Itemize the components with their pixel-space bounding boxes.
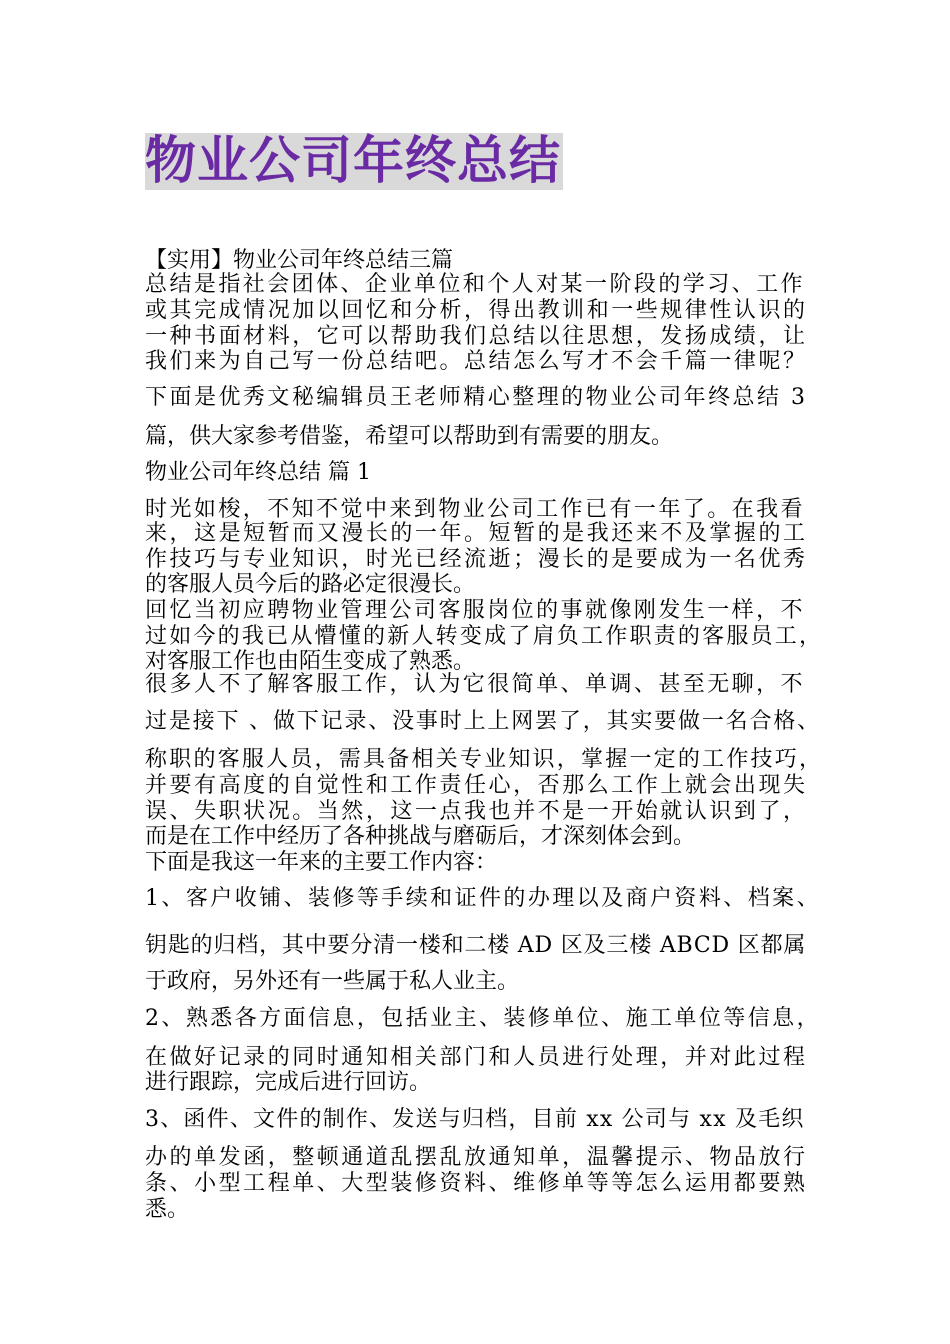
text-line: 而是在工作中经历了各种挑战与磨砺后，才深刻体会到。 — [145, 824, 696, 849]
text-line: 对客服工作也由陌生变成了熟悉。 — [145, 649, 476, 674]
text-line: 进行跟踪，完成后进行回访。 — [145, 1070, 432, 1095]
text-line: 2、熟悉各方面信息，包括业主、装修单位、施工单位等信息， — [145, 1006, 821, 1031]
text-line: 条、小型工程单、大型装修资料、维修单等等怎么运用都要熟 — [145, 1171, 808, 1196]
text-line: 过如今的我已从懵懂的新人转变成了肩负工作职责的客服员工， — [145, 624, 824, 649]
text-line: 物业公司年终总结 篇 1 — [145, 460, 371, 485]
text-line: 在做好记录的同时通知相关部门和人员进行处理，并对此过程 — [145, 1045, 808, 1070]
text-line: 1、客户收铺、装修等手续和证件的办理以及商户资料、档案、 — [145, 886, 821, 911]
text-line: 的客服人员今后的路必定很漫长。 — [145, 572, 476, 597]
text-line: 总结是指社会团体、企业单位和个人对某一阶段的学习、工作 — [145, 272, 806, 297]
text-line: 下面是优秀文秘编辑员王老师精心整理的物业公司年终总结 3 — [145, 385, 808, 410]
text-line: 误、失职状况。当然，这一点我也并不是一开始就认识到了， — [145, 799, 808, 824]
text-line: 3、函件、文件的制作、发送与归档，目前 xx 公司与 xx 及毛织 — [145, 1107, 805, 1132]
text-line: 称职的客服人员，需具备相关专业知识，掌握一定的工作技巧， — [145, 747, 824, 772]
text-line: 钥匙的归档，其中要分清一楼和二楼 AD 区及三楼 ABCD 区都属 — [145, 933, 807, 958]
text-line: 时光如梭，不知不觉中来到物业公司工作已有一年了。在我看 — [145, 497, 806, 522]
title-highlight — [145, 133, 563, 190]
text-line: 【实用】物业公司年终总结三篇 — [145, 248, 454, 273]
text-line: 并要有高度的自觉性和工作责任心，否那么工作上就会出现失 — [145, 773, 808, 798]
text-line: 下面是我这一年来的主要工作内容： — [145, 850, 498, 875]
text-line: 一种书面材料，它可以帮助我们总结以往思想，发扬成绩，让 — [145, 324, 808, 349]
text-line: 办的单发函，整顿通道乱摆乱放通知单，温馨提示、物品放行 — [145, 1145, 808, 1170]
text-line: 回忆当初应聘物业管理公司客服岗位的事就像刚发生一样，不 — [145, 598, 806, 623]
text-line: 很多人不了解客服工作，认为它很简单、单调、甚至无聊，不 — [145, 672, 806, 697]
document-title: 物业公司年终总结 — [145, 132, 562, 191]
text-line: 悉。 — [145, 1197, 190, 1222]
text-line: 篇，供大家参考借鉴，希望可以帮助到有需要的朋友。 — [145, 424, 674, 449]
text-line: 来，这是短暂而又漫长的一年。短暂的是我还来不及掌握的工 — [145, 521, 808, 546]
text-line: 我们来为自己写一份总结吧。总结怎么写才不会千篇一律呢？ — [145, 349, 808, 374]
text-line: 过是接下 、做下记录、没事时上上网罢了，其实要做一名合格、 — [145, 709, 821, 734]
text-line: 于政府，另外还有一些属于私人业主。 — [145, 969, 520, 994]
text-line: 或其完成情况加以回忆和分析，得出教训和一些规律性认识的 — [145, 298, 808, 323]
text-line: 作技巧与专业知识，时光已经流逝；漫长的是要成为一名优秀 — [145, 547, 808, 572]
